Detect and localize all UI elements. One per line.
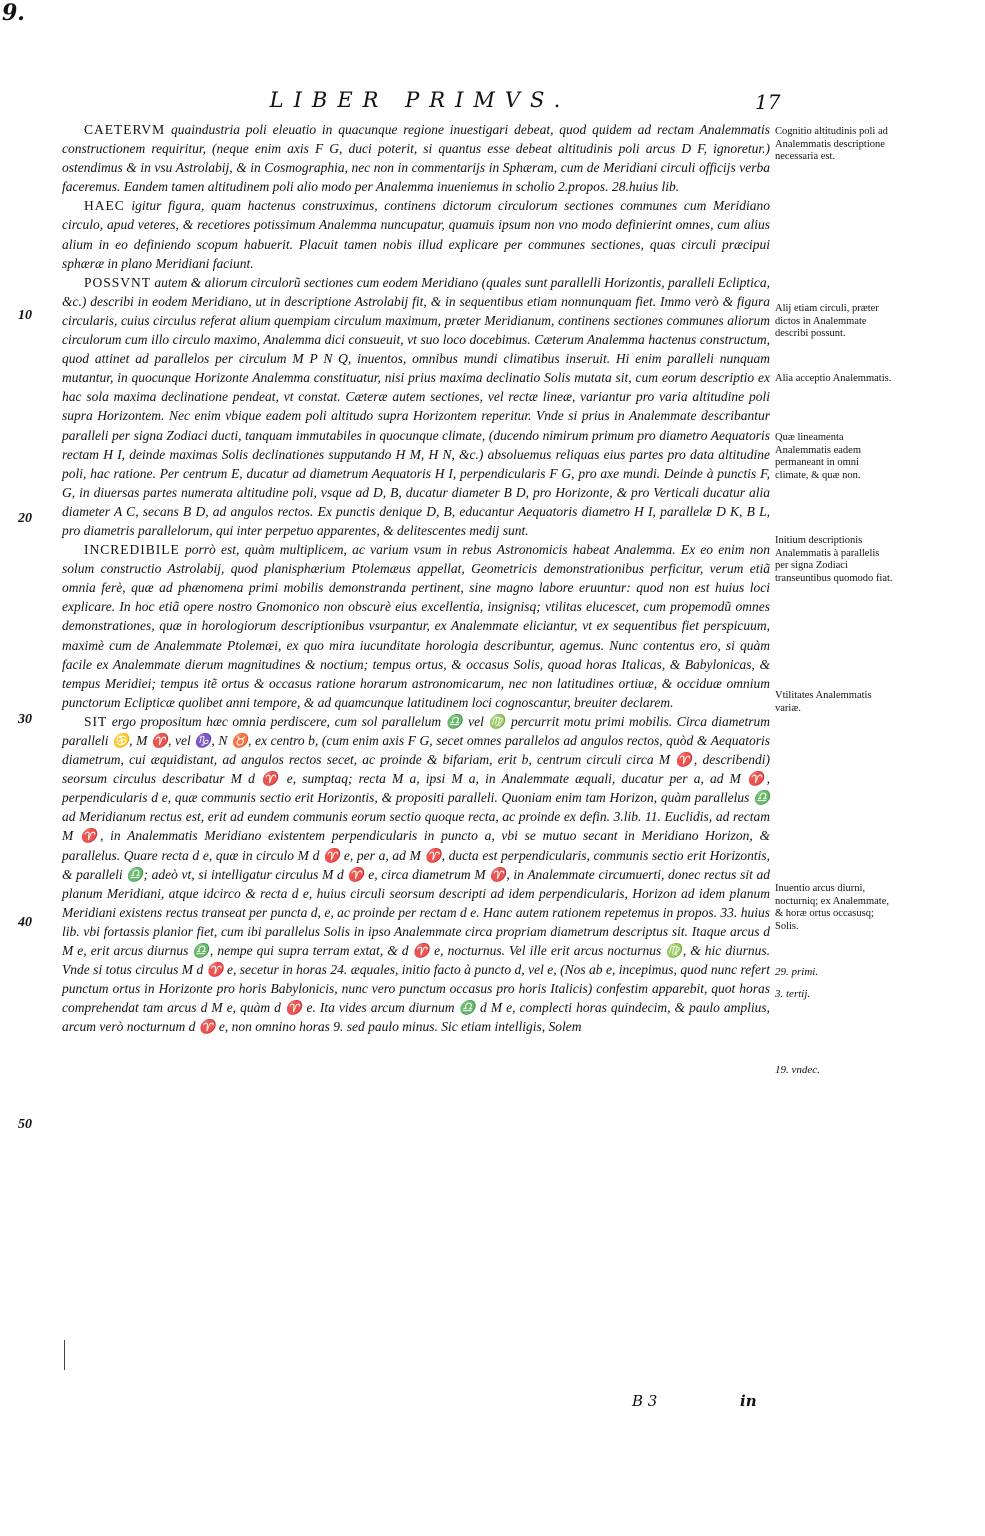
paragraph-text: autem & aliorum circulorũ sectiones cum eodem Meridiano (quales sunt parallelli Horizontis, paralleli Ecliptica, &c.) describi in eodem Meridiano, ut in descriptione Astrolabij fit, & in sequentibus etiam nonnunquam fiet. Immo verò & figura circularis, cuius circulus referat alium quempiam circulum maximum, præter Meridianum, continens sectiones communes aliorum circulorum cum illo circulo maximo, Analemma dici consueuit, vt suo loco docebimus. Cæterum Analemma hactenus constructum, quod attinet ad parallelos per circulum M P N Q, inuentos, omnibus mundi climatibus inseruit. Hi enim paralleli nunquam mutantur, in quocunque Horizonte Analemma constituatur, nisi prius maxima declinatio Solis mutata sit, cum eorum descriptio ex hac sola maxima declinatione pendeat, vt constat. Cæteræ autem sectiones, vel rectæ lineæ, variantur pro varia altitudine poli supra Horizontem. Nec enim vbique eadem poli altitudo supra Horizontem reperitur. Vnde si prius in Analemmate describantur paralleli per signa Zodiaci ducti, tanquam immutabiles in quocunque climate, (ducendo nimirum primum pro diametro Aequatoris rectam H I, deinde maximas Solis declinationes supputando H M, H N, &c.) absoluemus reliquas eius partes pro data altitudine poli, hac ratione. Per centrum E, ducatur ad diametrum Aequatoris H I, perpendicularis F G, pro axe mundi. Deinde à punctis F, G, in diuersas partes numerata altitudine poli, vsque ad D, B, ducatur diameter B D, pro Horizonte, & pro Verticali ducatur alia diameter A C, secans B D, ad angulos rectos. Ex punctis denique D, B, educantur Aequatoris diametro H I, parallelæ D K, B L, pro diametris parallelorum, qui inter perpetuo apparentes, & delitescentes medij sunt.: [62, 274, 770, 538]
running-head: LIBER PRIMVS.: [269, 88, 571, 112]
line-number-marker: 30: [18, 712, 32, 727]
line-number-marker: 50: [18, 1117, 32, 1132]
line-number-marker: 20: [18, 511, 32, 526]
paragraph-text: igitur figura, quam hactenus construximus, continens dictorum circulorum sectiones communes cum Meridiano circulo, apud veteres, & recetiores potissimum Analemma nuncupatur, quamuis ipsum non vno modo definierint omnes, cum alius alium in eo definiendo scopum habuerit. Placuit tamen nobis illud explicare per communes sectiones, quas circuli præcipui sphæræ in plano Meridiani faciunt.: [62, 198, 770, 271]
paragraph: [62, 273, 770, 540]
paragraph-text: quaindustria poli eleuatio in quacunque regione inuestigari debeat, quod quidem ad rectam Analemmatis constructionem requiritur, (neque enim axis F G, duci poterit, si quantus esse debeat altitudinis poli arcus D F, ignoretur.) ostendimus & in vsu Astrolabij, & in Cosmographia, nec non in commentarijs in Sphæram, cum de Meridiani circuli officijs verba faceremus. Eandem tamen altitudinem poli alio modo per Analemma inueniemus in scholio 2.propos. 28.huius lib.: [62, 122, 770, 195]
sidenote: Vtilitates Analemmatis variæ.: [775, 690, 872, 714]
line-number-marker: 10: [18, 308, 32, 323]
paragraph: [62, 196, 770, 272]
paragraph-lead: SIT: [84, 713, 108, 729]
main-text: [62, 120, 770, 1037]
paragraph-text: porrò est, quàm multiplicem, ac varium vsum in rebus Astronomicis habeat Analemma. Ex eo enim non solum constructio Astrolabij, quod planisphærium Ptolemæus appellat, Geometricis demonstrationibus perficitur, verum etiã omnia ferè, quæ ad phænomena primi mobilis demonstranda pertinent, sine magno labore eruuntur: quod non est huius loci explicare. In hoc etiã opere nostro Gnomonico non obscurè eius excellentia, insignisq; vtilitas elucescet, cum propemodũ omnes demonstrationes, quæ in horologiorum descriptionibus vsurpantur, ex Analemmate eliciantur, vt ex sequentibus fiet perspicuum, maximè cum de Analemmate Ptolemæi, ex quo mira iucunditate horologia describuntur, agemus. Nunc contentus ero, si quàm facile ex Analemmate dierum magnitudines & noctium; tempus ortus, & occasus Solis, quoad horas Italicas, & Babylonicas, & tempus Meridiei; tempus itẽ ortus & occasus ratione horarum astronomicarum, nec non latitudines ortiuæ, & occiduæ omnium punctorum Eclipticæ quolibet anni tempore, & ad quamcunque latitudinem loci cognoscantur, breuiter declarem.: [62, 542, 770, 710]
sidenote: Alij etiam circuli, præter dictos in Analemmate describi possunt.: [775, 303, 879, 339]
paragraph: [62, 540, 770, 712]
sidenote: Quæ lineamenta Analemmatis eadem permaneant in omni climate, & quæ non.: [775, 432, 862, 481]
sidenote: Cognitio altitudinis poli ad Analemmatis descriptione necessaria est.: [775, 126, 888, 162]
signature-mark: B 3: [632, 1392, 658, 1410]
sidenote: Inuentio arcus diurni, nocturniq; ex Analemmate, & horæ ortus occasusq; Solis.: [775, 883, 890, 932]
paragraph-text: ergo propositum hæc omnia perdiscere, cum sol parallelum ♎ vel ♍ percurrit motu primi mobilis. Circa diametrum paralleli ♋, M ♈, vel ♑, N ♉, ex centro b, (cum enim axis F G, secet omnes parallelos ad angulos rectos, quòd & Aequatoris diametrum, cui æquidistant, ad angulos rectos secet, ac proinde & bifariam, erit b, centrum circuli circa M ♈, describendi) seorsum circulus describatur M d ♈ e, sumptaq; recta M a, ipsi M a, in Analemmate æquali, ducatur per a, ad M ♈, perpendicularis d e, quæ communis sectio erit Horizontis, & propositi paralleli. Quoniam enim tam Horizon, quàm parallelus ♎ ad Meridianum rectus est, erit ad eundem communis eorum sectio quoque recta, ac proinde ex defin. 3.lib. 11. Euclidis, ad rectam M ♈, in Analemmatis Meridiano existentem perpendicularis in puncto a, vbi se mutuo secant in Meridiano Horizon, & parallelus. Quare recta d e, quæ in circulo M d ♈ e, per a, ad M ♈, ducta est perpendicularis, communis sectio erit Horizontis, & paralleli ♎; adeò vt, si intelligatur circulus M d ♈ e, circa diametrum M ♈, in Analemmate circumuerti, donec rectus sit ad planum Meridiani, atque idcirco & recta d e, huius circuli seorsum descripti ad idem perpendicularis, Horizon ad idem planum Meridiani existens rectus transeat per puncta d, e, ac proinde per rectam d e. Hanc autem rationem repetemus in propos. 33. huius lib. vbi fortassis planior fiet, cum ibi parallelus Solis in ipso Analemmate circa propriam diametrum descriptus sit. Itaque arcus d M e, erit arcus diurnus ♎, nempe qui supra terram extat, & d ♈ e, nocturnus. Vel ille erit arcus nocturnus ♍, & hic diurnus. Vnde si totus circulus M d ♈ e, secetur in horas 24. æquales, initio facto à puncto d, vel e, (Nos ab e, incepimus, quod nunc refert punctum ortus in Horizonte pro horis Babylonicis, nunc vero punctum occasus pro horis Italicis) confestim apparebit, quot horas comprehendat tam arcus d M e, quàm d ♈ e. Ita vides arcum diurnum ♎ d M e, complecti horas quindecim, & paulo amplius, arcum verò nocturnum d ♈ e, non omnino horas 9. sed paulo minus. Sic etiam intelligis, Solem: [62, 713, 770, 1035]
sidenote-citation: 19. vndec.: [775, 1064, 820, 1076]
margin-stroke: [64, 1340, 69, 1370]
catchword: in: [740, 1392, 757, 1410]
paragraph-lead: CAETERVM: [84, 122, 166, 137]
paragraph-lead: POSSVNT: [84, 274, 152, 290]
sidenote: Initium descriptionis Analemmatis à parallelis per signa Zodiaci transeuntibus quomodo fiat.: [775, 535, 893, 584]
paragraph: [62, 120, 770, 196]
page-number: 17: [755, 90, 781, 114]
corner-mark: 9.: [2, 0, 25, 26]
sidenote: Alia acceptio Analemmatis.: [775, 373, 892, 384]
sidenote-citation: 3. tertij.: [775, 988, 811, 1000]
sidenote-citation: 29. primi.: [775, 966, 819, 978]
paragraph: [62, 712, 770, 1037]
line-number-marker: 40: [18, 915, 32, 930]
paragraph-lead: INCREDIBILE: [84, 542, 180, 558]
paragraph-lead: HAEC: [84, 198, 125, 214]
